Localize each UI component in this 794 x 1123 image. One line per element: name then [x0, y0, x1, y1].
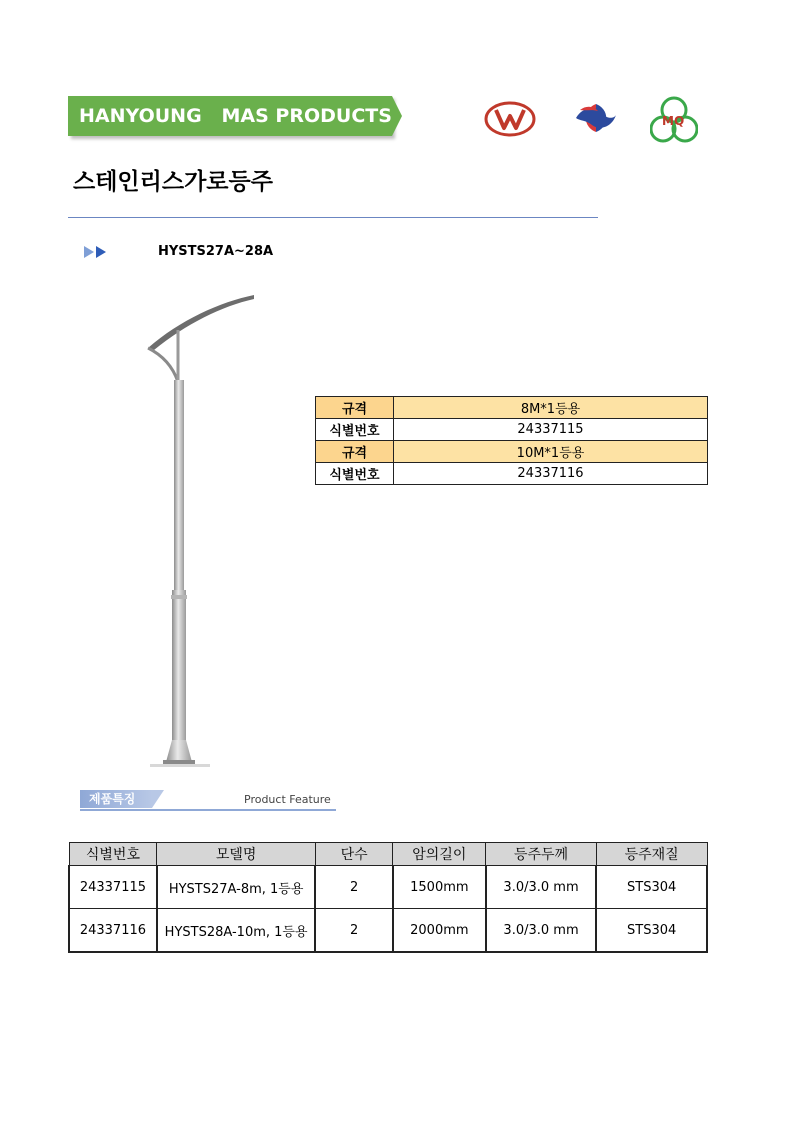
spec-table	[315, 396, 708, 485]
spec-key: 규격	[316, 397, 394, 419]
title-divider	[68, 217, 598, 218]
brand-banner: HANYOUNG MAS PRODUCTS	[68, 96, 392, 136]
table-cell: 24337115	[69, 866, 157, 909]
mq-quality-mark: MQ	[650, 96, 698, 144]
feature-label: 제품특징	[80, 790, 152, 808]
table-cell: 3.0/3.0 mm	[486, 866, 597, 909]
spec-row	[316, 463, 708, 485]
government-mark-icon	[572, 101, 620, 135]
spec-row	[316, 419, 708, 441]
table-cell: HYSTS27A-8m, 1등용	[157, 866, 315, 909]
table-cell: HYSTS28A-10m, 1등용	[157, 909, 315, 953]
column-header: 등주두께	[486, 843, 597, 866]
table-cell: 24337116	[69, 909, 157, 953]
column-header: 암의길이	[393, 843, 486, 866]
page-title: 스테인리스가로등주	[73, 169, 273, 195]
spec-value: 10M*1등용	[394, 441, 708, 463]
table-header-row	[69, 843, 707, 866]
street-light-pole-image	[130, 290, 270, 775]
spec-row	[316, 397, 708, 419]
column-header: 식별번호	[69, 843, 157, 866]
table-cell: 2	[315, 866, 393, 909]
table-row	[69, 909, 707, 953]
spec-value: 8M*1등용	[394, 397, 708, 419]
column-header: 모델명	[157, 843, 315, 866]
feature-label-tail	[152, 790, 164, 808]
spec-key: 식별번호	[316, 419, 394, 441]
company-emblem-icon	[484, 101, 536, 137]
table-cell: STS304	[596, 866, 707, 909]
spec-row	[316, 441, 708, 463]
table-cell: 2	[315, 909, 393, 953]
model-name: HYSTS27A~28A	[158, 244, 274, 259]
feature-underline	[80, 809, 336, 811]
table-row	[69, 866, 707, 909]
column-header: 등주재질	[596, 843, 707, 866]
table-cell: 1500mm	[393, 866, 486, 909]
spec-value: 24337115	[394, 419, 708, 441]
column-header: 단수	[315, 843, 393, 866]
spec-key: 규격	[316, 441, 394, 463]
table-cell: STS304	[596, 909, 707, 953]
spec-value: 24337116	[394, 463, 708, 485]
table-cell: 3.0/3.0 mm	[486, 909, 597, 953]
feature-label-en: Product Feature	[244, 793, 331, 806]
product-feature-bar	[80, 788, 336, 812]
product-table	[68, 842, 708, 953]
table-cell: 2000mm	[393, 909, 486, 953]
spec-key: 식별번호	[316, 463, 394, 485]
double-arrow-icon	[84, 244, 112, 260]
